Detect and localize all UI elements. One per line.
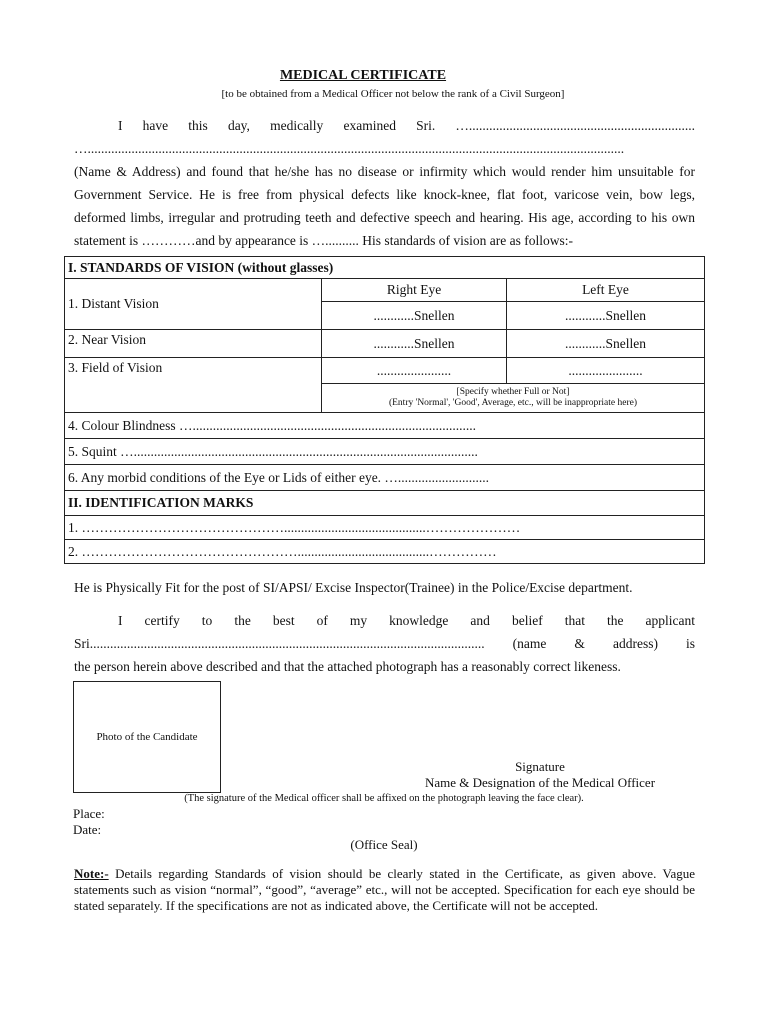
field-left-value: ......................	[507, 358, 705, 384]
certify-line-3: the person herein above described and that the attached photograph has a reasonably correct likeness.	[74, 659, 621, 674]
identification-mark-1: 1. ………………………………………..........................................…………………	[65, 516, 705, 540]
place-label: Place:	[73, 806, 105, 821]
intro-line-2: …...............................................................................................................................................................	[74, 141, 625, 156]
distant-right-value: ............Snellen	[322, 302, 507, 330]
section1-heading: I. STANDARDS OF VISION (without glasses)	[65, 257, 705, 279]
near-right-value: ............Snellen	[322, 330, 507, 358]
colour-blindness-row: 4. Colour Blindness …....................................................................................	[65, 413, 705, 439]
note-text: Details regarding Standards of vision should be clearly stated in the Certificate, as given above. Vague statements such as vision “normal”, “good”, “average” etc., will not be accepted. Specification for each eye should be stated separately. If the specifications are not as indicated above, the Certificate will not be accepted.	[74, 866, 695, 913]
near-left-value: ............Snellen	[507, 330, 705, 358]
certificate-subtitle: [to be obtained from a Medical Officer not below the rank of a Civil Surgeon]	[221, 88, 565, 100]
intro-line-1: I have this day, medically examined Sri. …...................................................................	[118, 118, 695, 133]
left-eye-header: Left Eye	[507, 279, 705, 302]
certificate-title: MEDICAL CERTIFICATE	[279, 68, 447, 83]
distant-left-value: ............Snellen	[507, 302, 705, 330]
section2-heading: II. IDENTIFICATION MARKS	[65, 491, 705, 516]
intro-body: (Name & Address) and found that he/she has no disease or infirmity which would render him unsuitable for Government Service. He is free from physical defects like knock-knee, flat foot, varicose vein, bow legs, deformed limbs, irregular and protruding teeth and defective speech and hearing. His age, according to his own statement is …………and by appearance is ….......... His standards of vision are as follows:-	[74, 164, 695, 248]
vision-table	[64, 256, 705, 564]
right-eye-header: Right Eye	[322, 279, 507, 302]
field-vision-label: 3. Field of Vision	[65, 358, 322, 413]
morbid-conditions-row: 6. Any morbid conditions of the Eye or Lids of either eye. …...........................	[65, 465, 705, 491]
signature-label: Signature	[515, 759, 565, 774]
field-note-line-2: (Entry 'Normal', 'Good', Average, etc., will be inappropriate here)	[388, 398, 638, 408]
note-label: Note:-	[74, 866, 109, 881]
squint-row: 5. Squint …......................................................................................................	[65, 439, 705, 465]
field-right-value: ......................	[322, 358, 507, 384]
certify-line-1: I certify to the best of my knowledge and belief that the applicant	[118, 613, 695, 628]
office-seal: (Office Seal)	[350, 837, 418, 852]
medical-officer-designation: Name & Designation of the Medical Officer	[424, 775, 656, 790]
date-label: Date:	[73, 822, 102, 837]
field-note	[322, 384, 705, 413]
photo-box	[73, 681, 221, 793]
field-note-line-1: [Specify whether Full or Not]	[456, 387, 570, 397]
photo-label: Photo of the Candidate	[96, 731, 198, 743]
distant-vision-label: 1. Distant Vision	[65, 279, 322, 330]
certify-line-2: Sri..................................................................................................................... (name & address) is	[74, 636, 695, 651]
note-block	[74, 866, 695, 914]
near-vision-label: 2. Near Vision	[65, 330, 322, 358]
identification-mark-2: 2. ………………………………………….......................................……………	[65, 540, 705, 564]
photo-signature-note: (The signature of the Medical officer shall be affixed on the photograph leaving the face clear).	[184, 793, 584, 804]
fitness-statement: He is Physically Fit for the post of SI/APSI/ Excise Inspector(Trainee) in the Police/Excise department.	[74, 580, 633, 595]
